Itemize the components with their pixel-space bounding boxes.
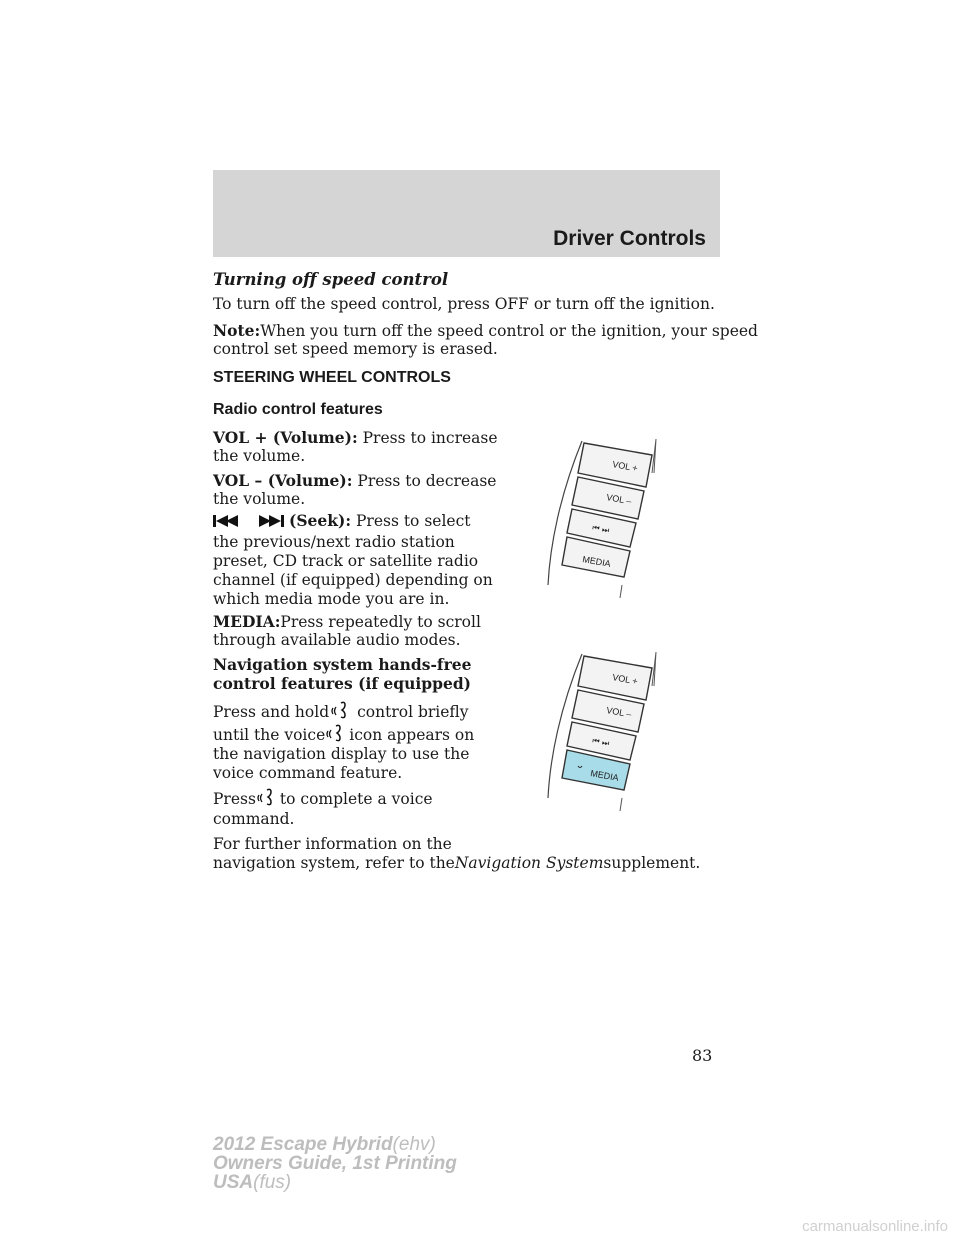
seek-line-5: which media mode you are in. (213, 590, 450, 608)
swc-heading: STEERING WHEEL CONTROLS (213, 369, 451, 386)
seek-line-4: channel (if equipped) depending on (213, 571, 493, 589)
voice-icon (329, 700, 357, 720)
vol-minus-label: VOL – (605, 492, 633, 507)
vol-up-line-1 (213, 428, 498, 448)
further-text-a: navigation system, refer to the (213, 854, 455, 872)
steering-controls-figure (540, 435, 670, 600)
nav-line-1 (213, 700, 469, 722)
nav-text-1a: Press and hold (213, 703, 330, 721)
nav-text-2b: icon appears on (349, 726, 475, 744)
seek-label: (Seek): (289, 511, 352, 530)
vol-minus-label-2: VOL – (605, 705, 633, 720)
note-line-2: control set speed memory is erased. (213, 340, 498, 358)
note-label: Note: (213, 321, 261, 340)
speed-off-heading: Turning off speed control (213, 270, 449, 289)
section-header (213, 170, 720, 257)
vol-down-line-2: the volume. (213, 490, 306, 508)
speed-off-text: To turn off the speed control, press OFF or turn off the ignition. (213, 295, 715, 313)
footer-market: USA (213, 1172, 254, 1193)
footer-line-3 (213, 1173, 457, 1192)
further-text-c: supplement. (603, 854, 701, 872)
nav-heading-2: control features (if equipped) (213, 674, 471, 693)
footer-line-1 (213, 1135, 457, 1154)
nav-text-5b: to complete a voice (279, 790, 433, 808)
section-title: Driver Controls (553, 227, 706, 250)
nav-line-3: the navigation display to use the (213, 745, 470, 763)
vol-plus-label: VOL + (611, 459, 639, 474)
nav-line-2 (213, 723, 474, 745)
seek-back-icon (213, 513, 249, 529)
navigation-controls-figure (540, 648, 670, 813)
vol-down-line-1 (213, 471, 496, 491)
vol-plus-label-2: VOL + (611, 672, 639, 687)
seek-line-3: preset, CD track or satellite radio (213, 552, 479, 570)
note-line-1 (213, 321, 758, 341)
vol-down-text-1: Press to decrease (357, 472, 497, 490)
seek-icons: ⏮ ⏭ (591, 523, 610, 535)
voice-icon (256, 787, 280, 807)
media-label-fig1: MEDIA (581, 554, 612, 569)
vol-up-label: VOL + (Volume): (213, 428, 358, 447)
further-line-1: For further information on the (213, 835, 452, 853)
footer-model: 2012 Escape Hybrid (213, 1134, 393, 1155)
vol-up-text-1: Press to increase (362, 429, 498, 447)
further-line-2 (213, 854, 700, 873)
seek-text-1: Press to select (355, 512, 471, 530)
seek-icons-2: ⏮ ⏭ (591, 736, 610, 748)
media-text-1: Press repeatedly to scroll (280, 613, 481, 631)
media-line-2: through available audio modes. (213, 631, 461, 649)
radio-heading: Radio control features (213, 401, 383, 418)
vol-up-line-2: the volume. (213, 447, 306, 465)
footer-line-2: Owners Guide, 1st Printing (213, 1153, 457, 1174)
nav-line-6: command. (213, 810, 295, 828)
vol-down-label: VOL – (Volume): (213, 471, 353, 490)
further-text-b: Navigation System (454, 854, 604, 872)
media-label-fig2: MEDIA (589, 768, 620, 783)
footer-market-code: (fus) (253, 1172, 292, 1193)
nav-text-1b: control briefly (357, 703, 469, 721)
seek-line-1 (213, 511, 471, 531)
nav-heading-1: Navigation system hands-free (213, 655, 472, 674)
media-label: MEDIA: (213, 612, 281, 631)
nav-line-5 (213, 787, 433, 809)
seek-line-2: the previous/next radio station (213, 533, 455, 551)
page-number: 83 (692, 1046, 713, 1065)
note-text-1: When you turn off the speed control or the ignition, your speed (260, 322, 758, 340)
nav-text-2a: until the voice (213, 726, 326, 744)
footer-model-code: (ehv) (392, 1134, 436, 1155)
nav-text-5a: Press (213, 790, 256, 808)
nav-line-4: voice command feature. (213, 764, 403, 782)
watermark: carmanualsonline.info (802, 1218, 948, 1235)
footer (213, 1135, 457, 1192)
media-line-1 (213, 612, 481, 632)
voice-icon (325, 723, 349, 743)
seek-forward-icon (249, 513, 289, 529)
